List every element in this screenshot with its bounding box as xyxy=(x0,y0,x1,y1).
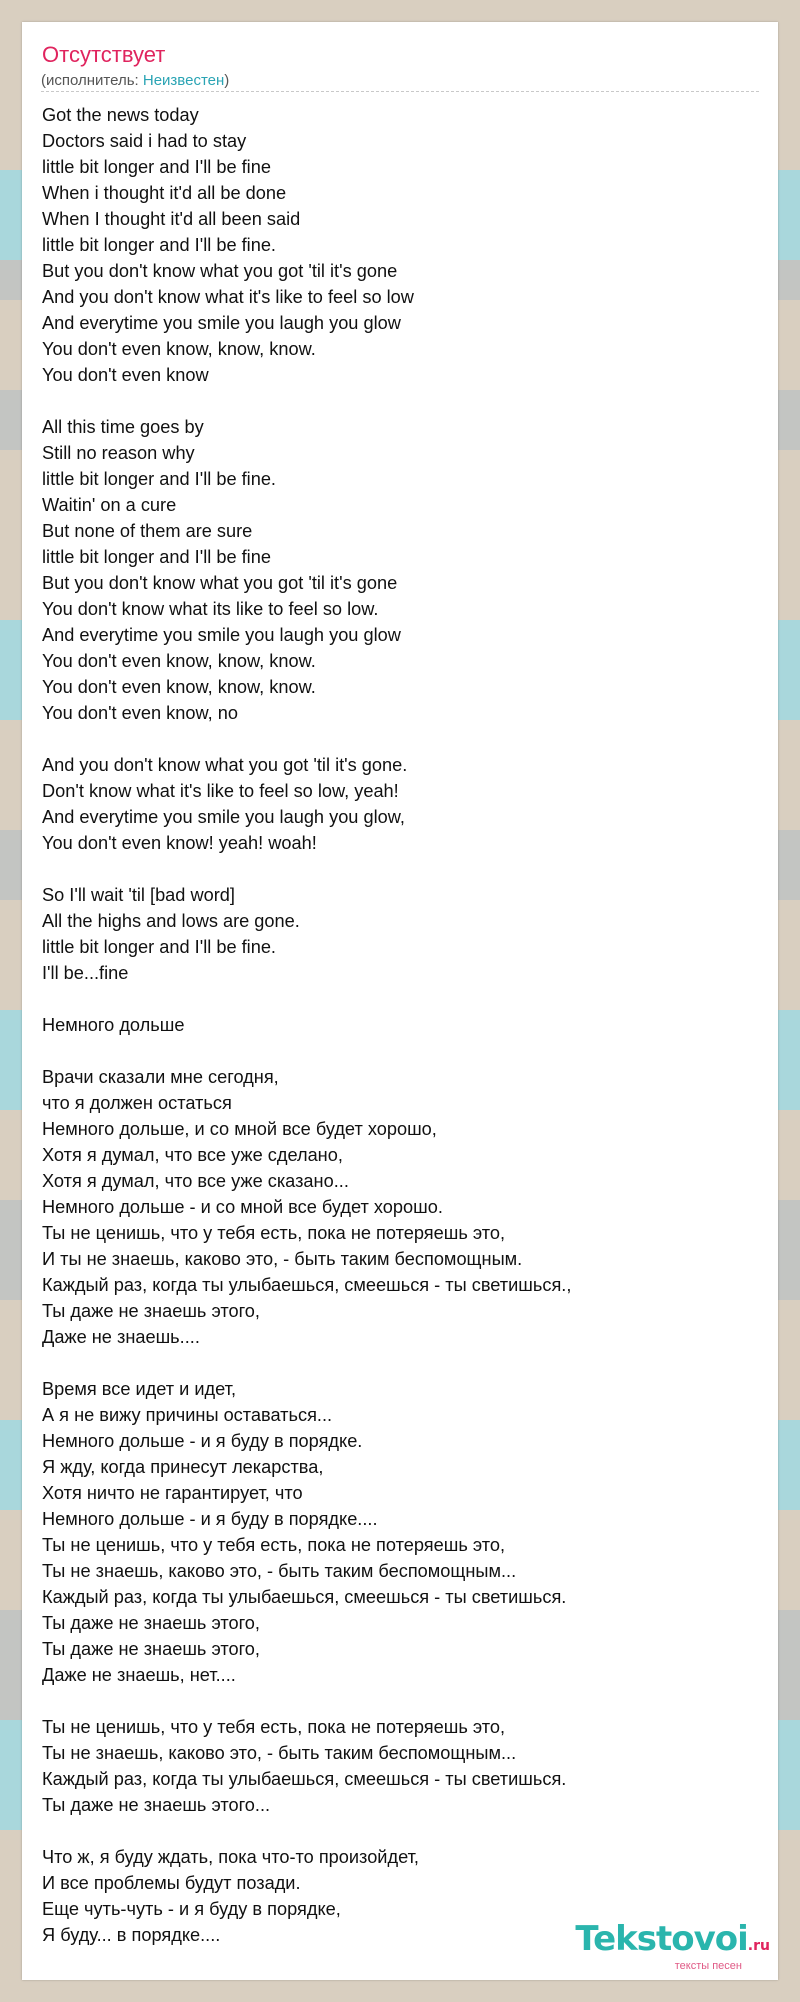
lyric-line: И ты не знаешь, каково это, - быть таким беспомощным. xyxy=(42,1249,523,1269)
site-logo[interactable] xyxy=(575,1921,770,1972)
lyric-line: But none of them are sure xyxy=(42,521,253,541)
lyric-line: And everytime you smile you laugh you glow xyxy=(42,313,401,333)
logo-name: Tekstovoi xyxy=(575,1919,748,1959)
lyric-line: Ты не ценишь, что у тебя есть, пока не потеряешь это, xyxy=(42,1223,506,1243)
lyric-line: И все проблемы будут позади. xyxy=(42,1873,301,1893)
lyric-line: And everytime you smile you laugh you glow xyxy=(42,625,401,645)
lyric-line xyxy=(42,856,762,882)
lyric-line: Немного дольше - и я буду в порядке.... xyxy=(42,1509,378,1529)
lyric-line xyxy=(42,1350,762,1376)
lyric-line: little bit longer and I'll be fine. xyxy=(42,937,276,957)
lyric-line: Каждый раз, когда ты улыбаешься, смеешься - ты светишься., xyxy=(42,1275,572,1295)
lyric-line: Ты не ценишь, что у тебя есть, пока не потеряешь это, xyxy=(42,1535,506,1555)
lyric-line: Каждый раз, когда ты улыбаешься, смеешься - ты светишься. xyxy=(42,1769,567,1789)
lyric-line: So I'll wait 'til [bad word] xyxy=(42,885,235,905)
song-title: Отсутствует xyxy=(42,42,166,67)
lyric-line xyxy=(42,1688,762,1714)
lyric-line: When I thought it'd all been said xyxy=(42,209,301,229)
lyric-line: Даже не знаешь.... xyxy=(42,1327,200,1347)
lyric-line: But you don't know what you got 'til it's gone xyxy=(42,261,398,281)
lyric-line xyxy=(42,726,762,752)
lyric-line: But you don't know what you got 'til it's gone xyxy=(42,573,398,593)
lyric-line: You don't even know, know, know. xyxy=(42,339,316,359)
artist-link[interactable]: Неизвестен xyxy=(142,72,225,89)
lyric-line: Don't know what it's like to feel so low, yeah! xyxy=(42,781,399,801)
lyric-line: Врачи сказали мне сегодня, xyxy=(42,1067,279,1087)
lyric-line: And you don't know what it's like to feel so low xyxy=(42,287,414,307)
logo-tagline: тексты песен xyxy=(674,1960,742,1972)
lyric-line xyxy=(42,388,762,414)
lyric-line: Doctors said i had to stay xyxy=(42,131,247,151)
logo-tld: .ru xyxy=(747,1938,770,1954)
lyric-line: When i thought it'd all be done xyxy=(42,183,287,203)
artist-suffix: ) xyxy=(224,72,230,89)
lyric-line: All the highs and lows are gone. xyxy=(42,911,300,931)
lyric-line: You don't know what its like to feel so low. xyxy=(42,599,379,619)
lyrics-text xyxy=(42,102,762,1948)
artist-line xyxy=(41,72,229,90)
lyric-line: You don't even know, know, know. xyxy=(42,677,316,697)
lyric-line: All this time goes by xyxy=(42,417,204,437)
lyric-line: Got the news today xyxy=(42,105,199,125)
lyric-line: Ты не ценишь, что у тебя есть, пока не потеряешь это, xyxy=(42,1717,506,1737)
lyric-line: Еще чуть-чуть - и я буду в порядке, xyxy=(42,1899,341,1919)
lyric-line: Ты даже не знаешь этого, xyxy=(42,1613,260,1633)
lyrics-card xyxy=(22,22,778,1980)
lyric-line: Хотя ничто не гарантирует, что xyxy=(42,1483,303,1503)
lyric-line xyxy=(42,1038,762,1064)
lyric-line: Даже не знаешь, нет.... xyxy=(42,1665,236,1685)
lyric-line: And everytime you smile you laugh you glow, xyxy=(42,807,405,827)
lyric-line: Waitin' on a cure xyxy=(42,495,177,515)
lyric-line: что я должен остаться xyxy=(42,1093,232,1113)
lyric-line: little bit longer and I'll be fine. xyxy=(42,235,276,255)
lyric-line: You don't even know, know, know. xyxy=(42,651,316,671)
lyric-line: You don't even know, no xyxy=(42,703,238,723)
lyric-line xyxy=(42,986,762,1012)
lyric-line: You don't even know xyxy=(42,365,209,385)
lyric-line: Still no reason why xyxy=(42,443,195,463)
lyric-line: Что ж, я буду ждать, пока что-то произойдет, xyxy=(42,1847,419,1867)
lyric-line: little bit longer and I'll be fine xyxy=(42,157,271,177)
lyric-line: Ты не знаешь, каково это, - быть таким беспомощным... xyxy=(42,1743,517,1763)
lyric-line: Хотя я думал, что все уже сделано, xyxy=(42,1145,343,1165)
lyric-line: Я жду, когда принесут лекарства, xyxy=(42,1457,324,1477)
artist-prefix: (исполнитель: xyxy=(41,72,143,89)
lyric-line: And you don't know what you got 'til it's gone. xyxy=(42,755,408,775)
lyric-line: Немного дольше, и со мной все будет хорошо, xyxy=(42,1119,437,1139)
lyric-line: Хотя я думал, что все уже сказано... xyxy=(42,1171,349,1191)
lyric-line: Ты даже не знаешь этого... xyxy=(42,1795,271,1815)
lyric-line: You don't even know! yeah! woah! xyxy=(42,833,317,853)
lyric-line: Время все идет и идет, xyxy=(42,1379,237,1399)
divider xyxy=(41,91,759,92)
lyric-line: little bit longer and I'll be fine. xyxy=(42,469,276,489)
lyric-line: Я буду... в порядке.... xyxy=(42,1925,221,1945)
lyric-line: Каждый раз, когда ты улыбаешься, смеешься - ты светишься. xyxy=(42,1587,567,1607)
lyric-line: I'll be...fine xyxy=(42,963,129,983)
lyric-line xyxy=(42,1818,762,1844)
lyric-line: Ты даже не знаешь этого, xyxy=(42,1639,260,1659)
lyric-line: Немного дольше xyxy=(42,1015,185,1035)
lyric-line: Немного дольше - и со мной все будет хорошо. xyxy=(42,1197,443,1217)
lyric-line: little bit longer and I'll be fine xyxy=(42,547,271,567)
lyric-line: Немного дольше - и я буду в порядке. xyxy=(42,1431,363,1451)
lyric-line: Ты не знаешь, каково это, - быть таким беспомощным... xyxy=(42,1561,517,1581)
lyric-line: Ты даже не знаешь этого, xyxy=(42,1301,260,1321)
lyric-line: А я не вижу причины оставаться... xyxy=(42,1405,333,1425)
